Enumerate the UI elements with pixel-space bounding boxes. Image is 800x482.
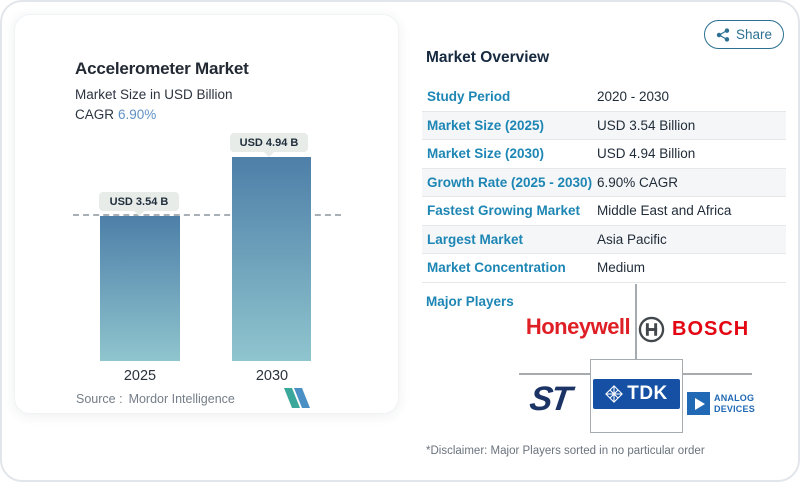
tdk-logo	[593, 379, 680, 409]
table-row-market-concentration	[422, 254, 786, 283]
row-value: 2020 - 2030	[597, 89, 670, 105]
data-label-2025-text: USD 3.54 B	[109, 195, 169, 208]
source-label: Source :	[76, 392, 123, 406]
row-label: Market Concentration	[427, 260, 566, 276]
cagr-label: CAGR	[75, 107, 115, 122]
honeywell-logo: Honeywell	[525, 314, 631, 339]
bar-2030	[232, 157, 311, 361]
table-row-market-size-2030	[422, 140, 786, 169]
row-label: Fastest Growing Market	[427, 203, 581, 219]
row-label: Market Size (2025)	[427, 117, 545, 133]
chart-cagr-line	[75, 107, 156, 122]
bosch-emblem-icon	[638, 316, 665, 343]
disclaimer-text: *Disclaimer: Major Players sorted in no particular order	[426, 445, 705, 457]
analog-line1: ANALOG	[714, 393, 755, 404]
row-label: Market Size (2030)	[427, 146, 545, 162]
data-label-2030-text: USD 4.94 B	[239, 136, 299, 149]
share-button-label: Share	[735, 27, 773, 42]
row-label: Largest Market	[427, 231, 524, 247]
row-value: Middle East and Africa	[597, 203, 732, 219]
source-value: Mordor Intelligence	[128, 392, 235, 406]
chart-title: Accelerometer Market	[75, 59, 249, 78]
cagr-value: 6.90%	[118, 107, 157, 122]
row-value: Asia Pacific	[597, 231, 667, 247]
analog-line2: DEVICES	[714, 403, 755, 414]
table-row-market-size-2025	[422, 112, 786, 141]
table-row-fastest-growing-market	[422, 197, 786, 226]
analog-devices-logo	[687, 392, 755, 415]
triangle-glyph	[695, 398, 705, 410]
analog-devices-triangle-icon	[687, 392, 710, 415]
tdk-emblem-icon	[605, 385, 623, 403]
market-overview-table	[422, 83, 786, 283]
market-overview-title: Market Overview	[426, 49, 550, 66]
data-label-2030	[230, 133, 308, 152]
share-button[interactable]	[704, 20, 784, 49]
tdk-logo-box	[590, 359, 683, 433]
tdk-wordmark: TDK	[627, 383, 668, 404]
bosch-logo	[638, 316, 749, 343]
x-axis-label-2025: 2025	[123, 368, 157, 384]
stmicroelectronics-logo: ST	[527, 380, 573, 418]
chart-card	[14, 14, 399, 414]
source-line	[76, 392, 235, 406]
bar-2025	[100, 216, 180, 361]
major-players-label: Major Players	[426, 294, 514, 309]
bosch-wordmark: BOSCH	[672, 318, 750, 340]
table-row-growth-rate	[422, 169, 786, 198]
data-label-2025	[99, 192, 179, 211]
row-value: USD 3.54 Billion	[597, 117, 696, 133]
analog-devices-wordmark	[714, 393, 755, 414]
row-label: Growth Rate (2025 - 2030)	[427, 174, 593, 190]
row-value: 6.90% CAGR	[597, 174, 679, 190]
row-label: Study Period	[427, 89, 511, 105]
table-row-study-period	[422, 83, 786, 112]
row-value: Medium	[597, 260, 646, 276]
x-axis-label-2030: 2030	[255, 368, 289, 384]
row-value: USD 4.94 Billion	[597, 146, 696, 162]
table-row-largest-market	[422, 226, 786, 255]
chart-subtitle: Market Size in USD Billion	[75, 87, 233, 102]
share-icon	[716, 28, 730, 42]
mordor-intelligence-logo-icon	[284, 388, 310, 408]
